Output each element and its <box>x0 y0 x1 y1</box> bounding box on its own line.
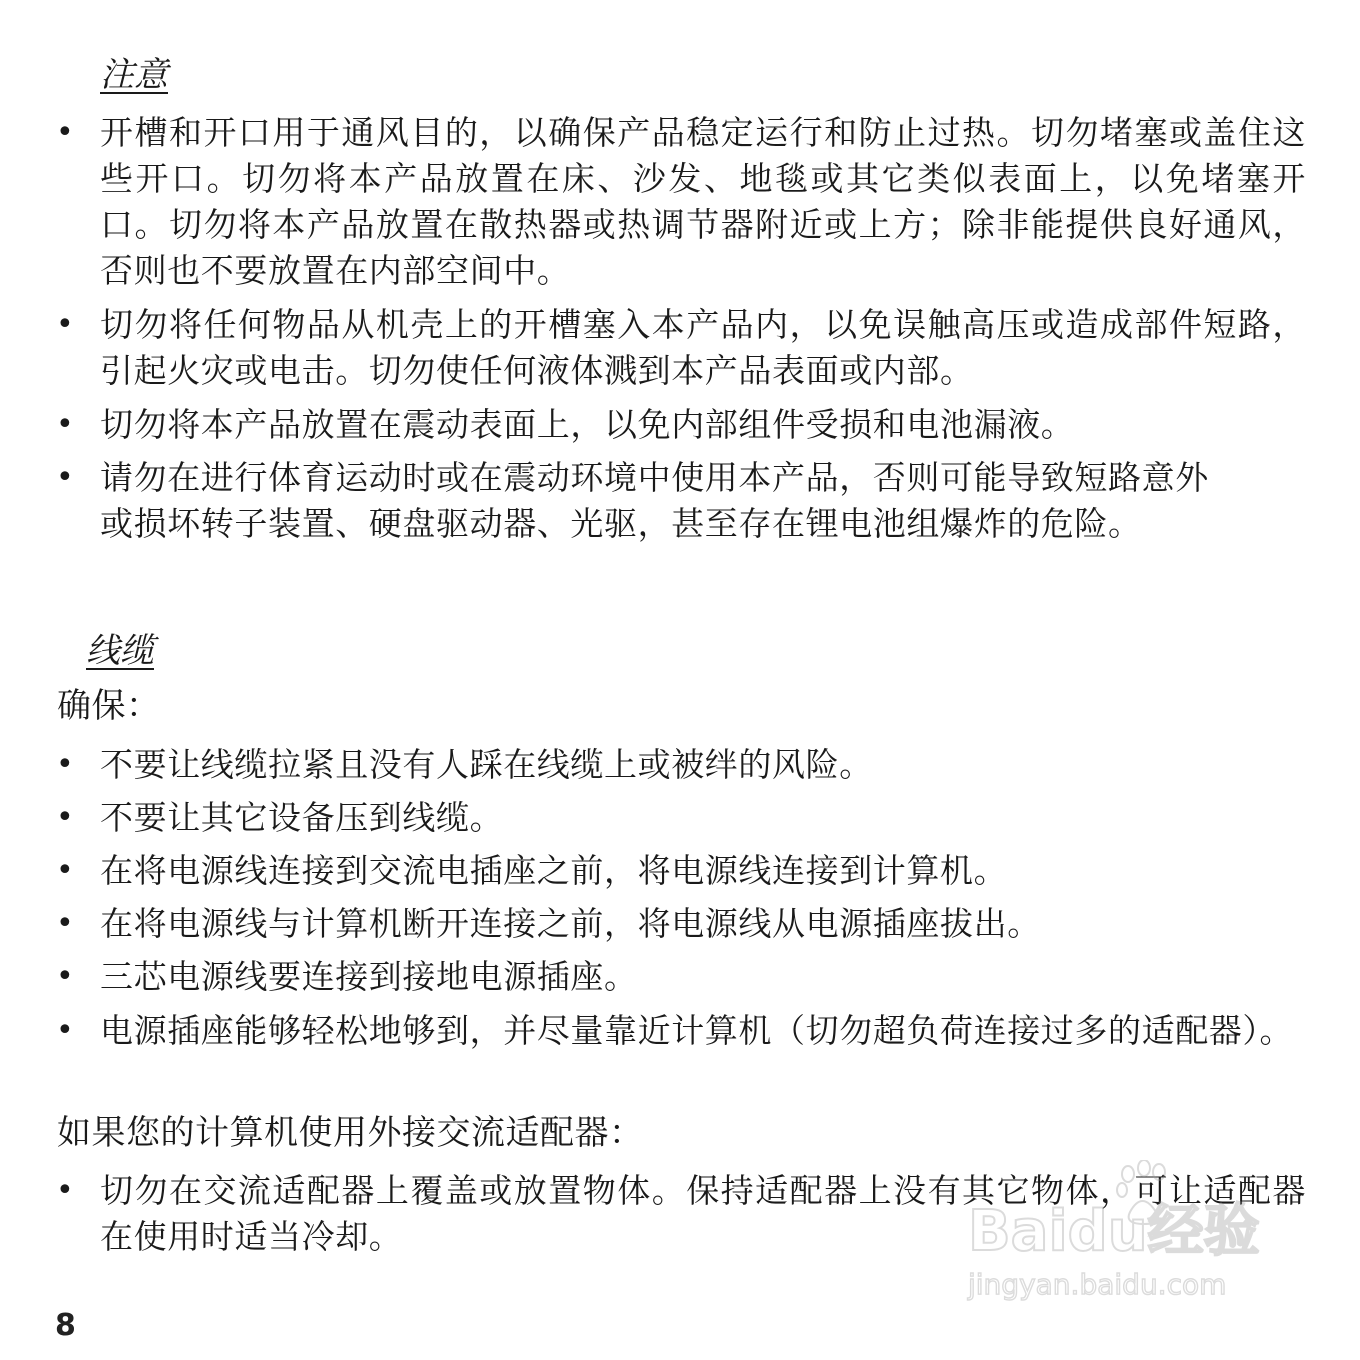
cables-bullet-text: 三芯电源线要连接到接地电源插座。 <box>100 957 638 996</box>
bullet-dot: • <box>56 800 74 835</box>
adapter-bullet-text: 切勿在交流适配器上覆盖或放置物体。保持适配器上没有其它物体，可让适配器在使用时适当冷却。 <box>100 1171 1306 1256</box>
watermark-url: jingyan.baidu.com <box>968 1268 1227 1301</box>
cables-bullet-text: 在将电源线与计算机断开连接之前，将电源线从电源插座拔出。 <box>100 904 1041 943</box>
bullet-dot: • <box>56 307 74 342</box>
bullet-dot: • <box>56 853 74 888</box>
bullet-dot: • <box>56 959 74 994</box>
bullet-dot: • <box>56 1173 74 1208</box>
cables-intro: 确保： <box>57 686 161 726</box>
cables-bullet-1 <box>56 742 1306 788</box>
notice-bullet-2 <box>56 302 1306 394</box>
cables-bullet-2 <box>56 795 1306 841</box>
bullet-dot: • <box>56 115 74 150</box>
notice-bullet-text: 请勿在进行体育运动时或在震动环境中使用本产品，否则可能导致短路意外或损坏转子装置、硬盘驱动器、光驱，甚至存在锂电池组爆炸的危险。 <box>100 458 1209 543</box>
bullet-dot: • <box>56 1013 74 1048</box>
cables-bullet-text: 不要让其它设备压到线缆。 <box>100 798 504 837</box>
cables-bullet-5 <box>56 954 1306 1000</box>
notice-heading: 注意 <box>100 55 168 95</box>
cables-bullet-text: 在将电源线连接到交流电插座之前，将电源线连接到计算机。 <box>100 851 1008 890</box>
cables-bullet-text: 不要让线缆拉紧且没有人踩在线缆上或被绊的风险。 <box>100 745 873 784</box>
cables-bullet-4 <box>56 901 1306 947</box>
watermark-logo: Baidu经验 <box>968 1199 1260 1264</box>
adapter-intro: 如果您的计算机使用外接交流适配器： <box>57 1113 644 1153</box>
bullet-dot: • <box>56 747 74 782</box>
page-number: 8 <box>55 1308 76 1343</box>
notice-bullet-text: 切勿将本产品放置在震动表面上，以免内部组件受损和电池漏液。 <box>100 405 1075 444</box>
cables-bullet-6 <box>56 1008 1306 1100</box>
baidu-jingyan-watermark <box>960 1160 1290 1310</box>
bullet-dot: • <box>56 460 74 495</box>
cables-heading: 线缆 <box>86 631 154 671</box>
cables-bullet-text: 电源插座能够轻松地够到，并尽量靠近计算机（切勿超负荷连接过多的适配器）。 <box>100 1011 1294 1050</box>
notice-bullet-3 <box>56 402 1306 448</box>
bullet-dot: • <box>56 906 74 941</box>
notice-bullet-text: 切勿将任何物品从机壳上的开槽塞入本产品内，以免误触高压或造成部件短路，引起火灾或电击。切勿使任何液体溅到本产品表面或内部。 <box>100 305 1306 390</box>
notice-bullet-1 <box>56 110 1306 294</box>
cables-bullet-3 <box>56 848 1306 894</box>
bullet-dot: • <box>56 407 74 442</box>
notice-bullet-text: 开槽和开口用于通风目的，以确保产品稳定运行和防止过热。切勿堵塞或盖住这些开口。切勿将本产品放置在床、沙发、地毯或其它类似表面上，以免堵塞开口。切勿将本产品放置在散热器或热调节器附近或上方；除非能提供良好通风，否则也不要放置在内部空间中。 <box>100 113 1306 290</box>
notice-bullet-4 <box>56 455 1306 593</box>
